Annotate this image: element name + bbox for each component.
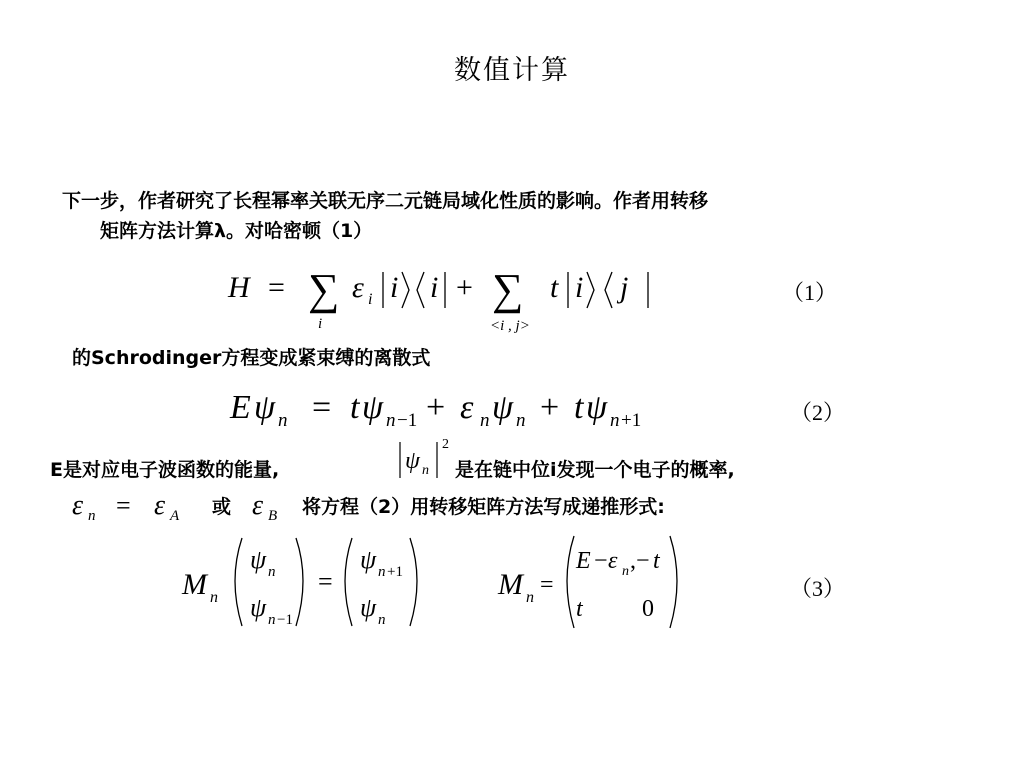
svg-text:E: E: [230, 389, 251, 426]
svg-text:ε: ε: [608, 548, 618, 574]
svg-text:ψ: ψ: [254, 389, 276, 426]
svg-text:ε: ε: [72, 490, 84, 521]
svg-text:t: t: [550, 271, 559, 304]
svg-text:ψ: ψ: [360, 593, 377, 622]
svg-text:n: n: [378, 612, 386, 628]
paragraph-intro-line1: 下一步，作者研究了长程幂率关联无序二元链局域化性质的影响。作者用转移: [62, 190, 709, 212]
equation-number-2: （2）: [790, 400, 846, 425]
svg-text:=: =: [312, 389, 332, 426]
svg-text:ε: ε: [460, 389, 474, 426]
equation-transfer-matrix: [180, 530, 700, 640]
svg-text:ε: ε: [154, 490, 166, 521]
svg-text:ψ: ψ: [250, 593, 267, 622]
paragraph-recursion: 将方程（2）用转移矩阵方法写成递推形式:: [302, 496, 665, 518]
paragraph-or: 或: [212, 496, 232, 518]
svg-text:+: +: [456, 271, 473, 304]
svg-text:=: =: [540, 572, 554, 598]
svg-text:+1: +1: [621, 410, 642, 431]
svg-text:−1: −1: [397, 410, 418, 431]
svg-text:H: H: [228, 271, 250, 304]
svg-text:−1: −1: [277, 612, 293, 628]
svg-text:,−: ,−: [630, 548, 650, 574]
svg-text:n: n: [378, 564, 386, 580]
svg-text:∑: ∑: [492, 265, 524, 314]
inline-probability-psi: [397, 432, 457, 482]
svg-text:t: t: [576, 596, 583, 622]
svg-text:−: −: [594, 548, 608, 574]
svg-text:t: t: [653, 548, 660, 574]
equation-number-3: （3）: [790, 576, 846, 601]
svg-text:n: n: [278, 410, 288, 431]
svg-text:t: t: [574, 389, 584, 426]
equation-hamiltonian: [220, 262, 680, 342]
svg-text:n: n: [386, 410, 396, 431]
svg-text:i: i: [430, 271, 439, 304]
svg-text:ε: ε: [252, 490, 264, 521]
svg-text:+1: +1: [387, 564, 403, 580]
svg-text:i: i: [575, 271, 584, 304]
inline-epsilon-relation: [70, 488, 200, 528]
svg-text:M: M: [182, 568, 207, 601]
equation-number-1: （1）: [782, 280, 838, 305]
svg-text:ψ: ψ: [362, 389, 384, 426]
svg-text:n: n: [210, 589, 218, 606]
paragraph-energy-right: 是在链中位i发现一个电子的概率,: [455, 459, 735, 481]
svg-text:2: 2: [442, 437, 449, 452]
svg-text:M: M: [498, 568, 523, 601]
svg-text:0: 0: [642, 596, 654, 622]
svg-text:ε: ε: [352, 271, 364, 304]
inline-epsilon-b: [250, 488, 300, 528]
svg-text:=: =: [268, 271, 285, 304]
svg-text:+: +: [426, 389, 446, 426]
svg-text:t: t: [350, 389, 360, 426]
svg-text:+: +: [540, 389, 560, 426]
svg-text:E: E: [576, 548, 591, 574]
svg-text:∑: ∑: [308, 265, 340, 314]
svg-text:<i , j>: <i , j>: [490, 318, 530, 334]
paragraph-intro-line2: 矩阵方法计算λ。对哈密顿（1）: [100, 220, 373, 242]
svg-text:ψ: ψ: [586, 389, 608, 426]
svg-text:n: n: [422, 463, 429, 478]
svg-text:n: n: [610, 410, 620, 431]
svg-text:n: n: [88, 508, 96, 524]
svg-text:ψ: ψ: [492, 389, 514, 426]
svg-text:A: A: [170, 508, 180, 524]
svg-text:ψ: ψ: [250, 545, 267, 574]
svg-text:n: n: [526, 589, 534, 606]
svg-text:j: j: [620, 271, 629, 304]
paragraph-energy-left: E是对应电子波函数的能量,: [50, 459, 280, 481]
svg-text:n: n: [268, 612, 276, 628]
svg-text:i: i: [318, 316, 323, 332]
svg-text:B: B: [268, 508, 278, 524]
paragraph-schrodinger: 的Schrodinger方程变成紧束缚的离散式: [72, 347, 431, 369]
equation-schrodinger: [228, 384, 698, 434]
svg-text:i: i: [368, 291, 373, 308]
svg-text:n: n: [268, 564, 276, 580]
svg-text:ψ: ψ: [360, 545, 377, 574]
svg-text:n: n: [480, 410, 490, 431]
svg-text:i: i: [390, 271, 399, 304]
slide-title: 数值计算: [454, 55, 570, 86]
svg-text:=: =: [318, 567, 333, 596]
svg-text:n: n: [516, 410, 526, 431]
svg-text:=: =: [116, 491, 131, 520]
svg-text:n: n: [622, 564, 629, 579]
svg-text:ψ: ψ: [405, 448, 420, 474]
